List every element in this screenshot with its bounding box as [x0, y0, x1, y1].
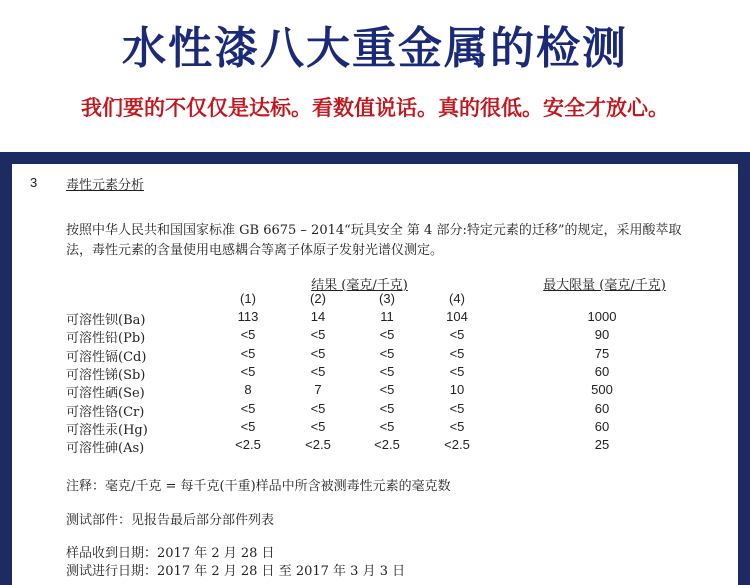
result-value: 104 — [446, 309, 468, 324]
result-value: <5 — [240, 327, 256, 342]
section-number: 3 — [30, 175, 38, 190]
test-period-text: 测试进行日期：2017 年 2 月 28 日 至 2017 年 3 月 3 日 — [66, 564, 406, 579]
limit-value: 1000 — [587, 309, 617, 324]
result-value: <5 — [240, 346, 256, 361]
intro-line-1: 按照中华人民共和国国家标准 GB 6675 – 2014“玩具安全 第 4 部分:特定元素的迁移”的规定，采用酸萃取 — [66, 223, 682, 238]
element-name: 可溶性硒(Se) — [66, 386, 145, 401]
result-value: <5 — [379, 364, 395, 379]
result-value: 7 — [314, 382, 322, 397]
note-text: 注释：毫克/千克 = 每千克(干重)样品中所含被测毒性元素的毫克数 — [66, 479, 451, 494]
page-subtitle: 我们要的不仅仅是达标。看数值说话。真的很低。安全才放心。 — [81, 96, 669, 120]
result-value: <2.5 — [374, 437, 400, 452]
page-title: 水性漆八大重金属的检测 — [122, 23, 628, 74]
result-value: <5 — [379, 327, 395, 342]
result-value: <5 — [310, 346, 326, 361]
test-parts-text: 测试部件：见报告最后部分部件列表 — [66, 513, 275, 528]
report-document — [12, 164, 738, 585]
result-value: <2.5 — [235, 437, 261, 452]
sample-column-label: (4) — [449, 291, 465, 306]
limit-header: 最大限量 (毫克/千克) — [543, 278, 666, 293]
result-value: <2.5 — [305, 437, 331, 452]
result-value: 14 — [310, 309, 326, 324]
element-name: 可溶性钡(Ba) — [66, 313, 146, 328]
received-date-text: 样品收到日期：2017 年 2 月 28 日 — [66, 546, 275, 561]
result-value: <5 — [240, 364, 256, 379]
result-value: 113 — [237, 309, 259, 324]
sample-column-label: (2) — [310, 291, 326, 306]
result-value: <5 — [449, 419, 465, 434]
result-value: <5 — [240, 419, 256, 434]
result-value: <5 — [449, 346, 465, 361]
sample-column-label: (3) — [379, 291, 395, 306]
result-value: <5 — [379, 419, 395, 434]
element-name: 可溶性锑(Sb) — [66, 368, 146, 383]
result-value: <5 — [449, 327, 465, 342]
result-value: <5 — [310, 419, 326, 434]
limit-value: 500 — [591, 382, 613, 397]
result-value: 10 — [449, 382, 465, 397]
result-value: <5 — [240, 401, 256, 416]
results-header: 结果 (毫克/千克) — [311, 278, 408, 293]
document-frame — [0, 152, 750, 585]
result-value: <5 — [310, 364, 326, 379]
result-value: <5 — [379, 346, 395, 361]
element-name: 可溶性铬(Cr) — [66, 405, 145, 420]
limit-value: 75 — [594, 346, 610, 361]
element-name: 可溶性砷(As) — [66, 441, 145, 456]
element-name: 可溶性镉(Cd) — [66, 350, 147, 365]
limit-value: 90 — [594, 327, 610, 342]
result-value: 8 — [244, 382, 252, 397]
result-value: <5 — [379, 382, 395, 397]
result-value: <5 — [449, 401, 465, 416]
limit-value: 60 — [594, 401, 610, 416]
section-title: 毒性元素分析 — [66, 178, 145, 193]
limit-value: 60 — [594, 419, 610, 434]
result-value: <5 — [310, 401, 326, 416]
limit-value: 60 — [594, 364, 610, 379]
result-value: <2.5 — [444, 437, 470, 452]
result-value: <5 — [310, 327, 326, 342]
intro-line-2: 法，毒性元素的含量使用电感耦合等离子体原子发射光谱仪测定。 — [66, 243, 444, 258]
limit-value: 25 — [594, 437, 610, 452]
element-name: 可溶性铅(Pb) — [66, 331, 146, 346]
result-value: <5 — [449, 364, 465, 379]
sample-column-label: (1) — [240, 291, 256, 306]
element-name: 可溶性汞(Hg) — [66, 423, 148, 438]
result-value: <5 — [379, 401, 395, 416]
result-value: 11 — [380, 309, 394, 324]
